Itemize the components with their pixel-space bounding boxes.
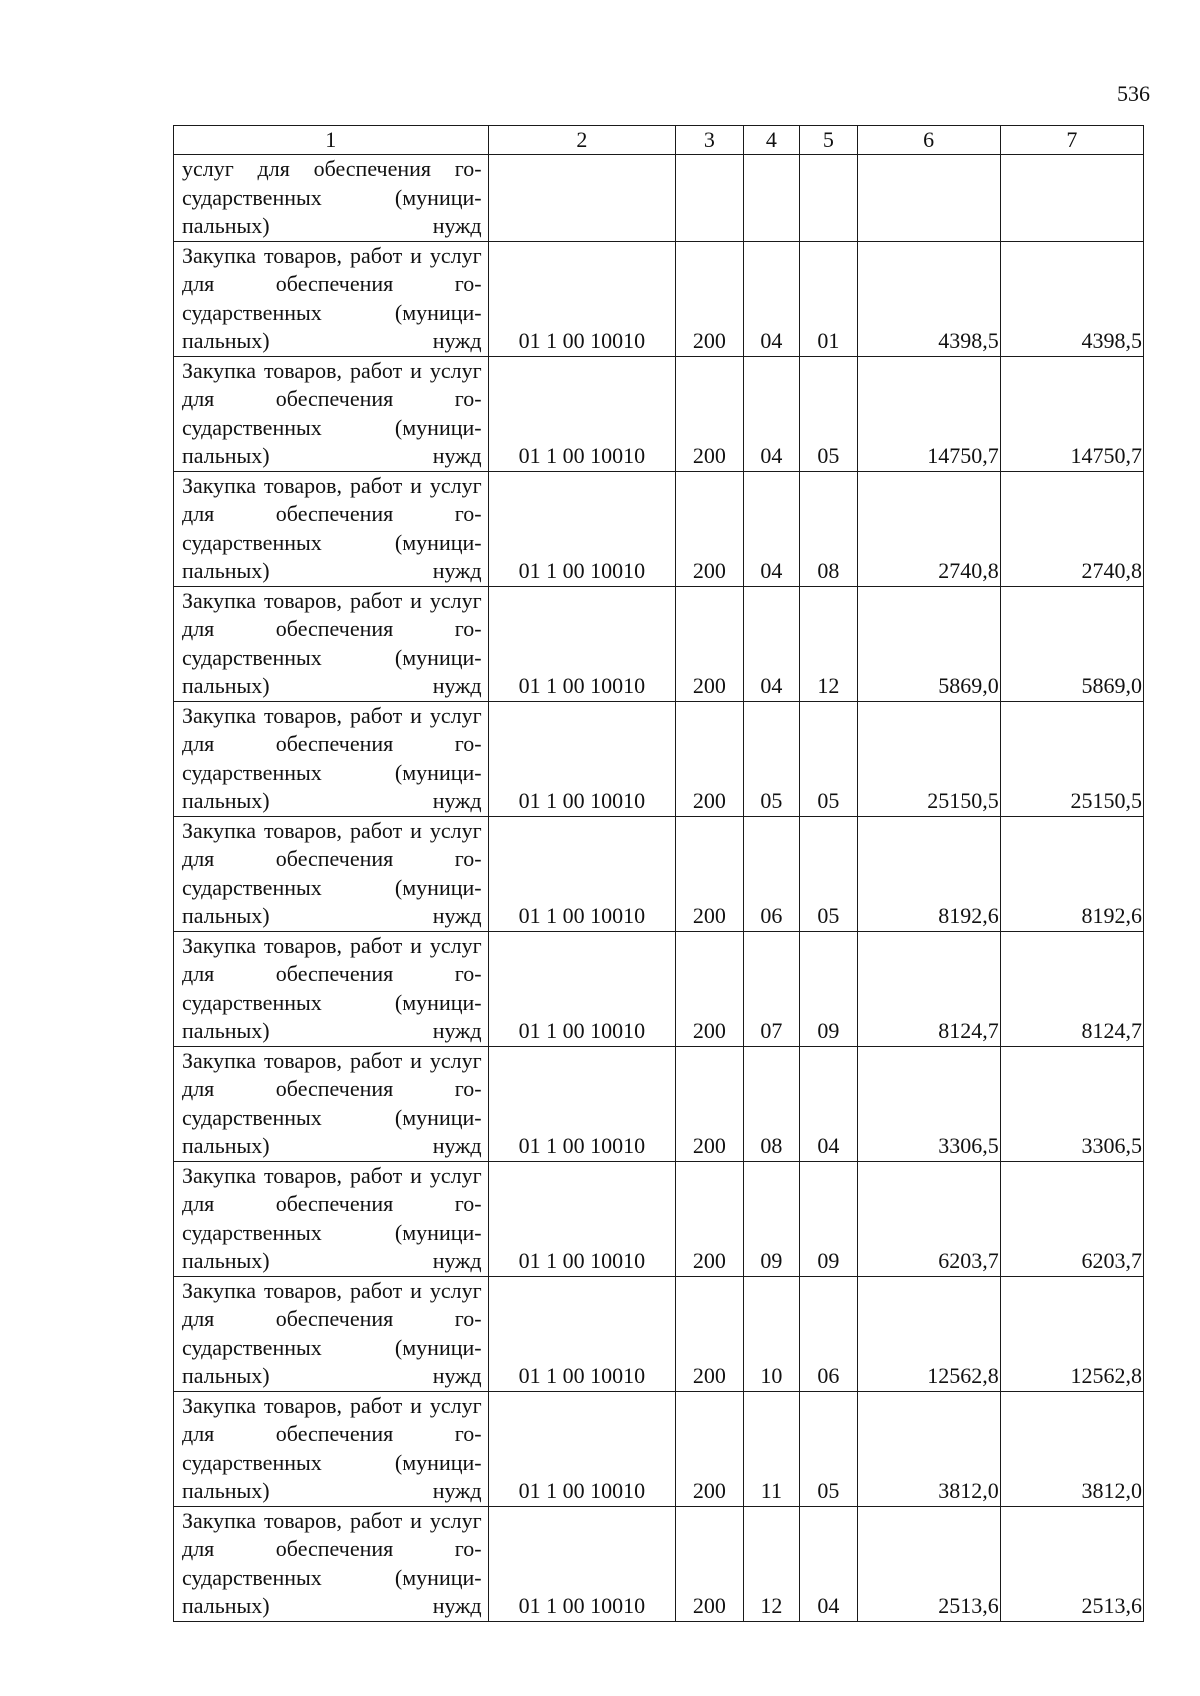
amount-cell: 2740,8 — [857, 471, 1000, 586]
column-header: 2 — [488, 126, 676, 155]
subsection-cell: 05 — [800, 701, 857, 816]
section-cell: 09 — [743, 1161, 799, 1276]
target-code-cell: 01 1 00 10010 — [488, 816, 676, 931]
column-header: 6 — [857, 126, 1000, 155]
row-description — [174, 931, 489, 1046]
amount-cell: 25150,5 — [857, 701, 1000, 816]
target-code-cell: 01 1 00 10010 — [488, 1046, 676, 1161]
table-row — [174, 931, 1144, 1046]
page-number: 536 — [1117, 81, 1150, 106]
section-cell: 04 — [743, 586, 799, 701]
table-row — [174, 471, 1144, 586]
row-description — [174, 1161, 489, 1276]
description-text: Закупка товаров, работ и услуг для обеспечения го- сударственных (муници- пальных) нужд — [182, 1277, 482, 1388]
section-cell: 04 — [743, 471, 799, 586]
target-code-cell: 01 1 00 10010 — [488, 1506, 676, 1621]
expense-type-cell: 200 — [676, 1506, 744, 1621]
row-description — [174, 816, 489, 931]
subsection-cell: 06 — [800, 1276, 857, 1391]
amount-cell: 12562,8 — [1000, 1276, 1143, 1391]
section-cell: 12 — [743, 1506, 799, 1621]
amount-cell: 5869,0 — [857, 586, 1000, 701]
description-text: Закупка товаров, работ и услуг для обеспечения го- сударственных (муници- пальных) нужд — [182, 1162, 482, 1273]
subsection-cell: 12 — [800, 586, 857, 701]
section-cell: 08 — [743, 1046, 799, 1161]
target-code-cell: 01 1 00 10010 — [488, 1276, 676, 1391]
amount-cell: 2740,8 — [1000, 471, 1143, 586]
empty-cell — [743, 155, 799, 242]
amount-cell: 14750,7 — [857, 356, 1000, 471]
empty-cell — [857, 155, 1000, 242]
subsection-cell: 09 — [800, 931, 857, 1046]
section-cell: 10 — [743, 1276, 799, 1391]
expense-type-cell: 200 — [676, 1046, 744, 1161]
amount-cell: 5869,0 — [1000, 586, 1143, 701]
expense-type-cell: 200 — [676, 471, 744, 586]
table-row — [174, 356, 1144, 471]
amount-cell: 2513,6 — [857, 1506, 1000, 1621]
description-text: Закупка товаров, работ и услуг для обеспечения го- сударственных (муници- пальных) нужд — [182, 1047, 482, 1158]
subsection-cell: 08 — [800, 471, 857, 586]
empty-cell — [800, 155, 857, 242]
subsection-cell: 05 — [800, 816, 857, 931]
section-cell: 04 — [743, 241, 799, 356]
row-description — [174, 586, 489, 701]
empty-cell — [676, 155, 744, 242]
description-text: Закупка товаров, работ и услуг для обеспечения го- сударственных (муници- пальных) нужд — [182, 932, 482, 1043]
amount-cell: 12562,8 — [857, 1276, 1000, 1391]
subsection-cell: 05 — [800, 1391, 857, 1506]
amount-cell: 14750,7 — [1000, 356, 1143, 471]
column-header: 7 — [1000, 126, 1143, 155]
description-text: Закупка товаров, работ и услуг для обеспечения го- сударственных (муници- пальных) нужд — [182, 1507, 482, 1618]
expense-type-cell: 200 — [676, 701, 744, 816]
amount-cell: 8124,7 — [1000, 931, 1143, 1046]
target-code-cell: 01 1 00 10010 — [488, 931, 676, 1046]
amount-cell: 4398,5 — [1000, 241, 1143, 356]
header-row — [174, 126, 1144, 155]
amount-cell: 2513,6 — [1000, 1506, 1143, 1621]
target-code-cell: 01 1 00 10010 — [488, 701, 676, 816]
table-row — [174, 1276, 1144, 1391]
empty-cell — [1000, 155, 1143, 242]
section-cell: 04 — [743, 356, 799, 471]
target-code-cell: 01 1 00 10010 — [488, 356, 676, 471]
table-row — [174, 1046, 1144, 1161]
subsection-cell: 01 — [800, 241, 857, 356]
table-row — [174, 241, 1144, 356]
column-header: 1 — [174, 126, 489, 155]
amount-cell: 6203,7 — [1000, 1161, 1143, 1276]
expense-type-cell: 200 — [676, 931, 744, 1046]
section-cell: 11 — [743, 1391, 799, 1506]
amount-cell: 8192,6 — [1000, 816, 1143, 931]
expense-type-cell: 200 — [676, 1276, 744, 1391]
row-description — [174, 1276, 489, 1391]
description-text: Закупка товаров, работ и услуг для обеспечения го- сударственных (муници- пальных) нужд — [182, 702, 482, 813]
row-description — [174, 1046, 489, 1161]
amount-cell: 25150,5 — [1000, 701, 1143, 816]
table-row — [174, 701, 1144, 816]
amount-cell: 3306,5 — [1000, 1046, 1143, 1161]
description-text: Закупка товаров, работ и услуг для обеспечения го- сударственных (муници- пальных) нужд — [182, 357, 482, 468]
row-description — [174, 356, 489, 471]
expense-type-cell: 200 — [676, 356, 744, 471]
expense-type-cell: 200 — [676, 1391, 744, 1506]
row-description — [174, 1391, 489, 1506]
target-code-cell: 01 1 00 10010 — [488, 241, 676, 356]
subsection-cell: 09 — [800, 1161, 857, 1276]
description-text: Закупка товаров, работ и услуг для обеспечения го- сударственных (муници- пальных) нужд — [182, 817, 482, 928]
amount-cell: 3812,0 — [1000, 1391, 1143, 1506]
table-row — [174, 1161, 1144, 1276]
description-text: Закупка товаров, работ и услуг для обеспечения го- сударственных (муници- пальных) нужд — [182, 472, 482, 583]
expense-type-cell: 200 — [676, 241, 744, 356]
row-description — [174, 701, 489, 816]
column-header: 5 — [800, 126, 857, 155]
table-row — [174, 586, 1144, 701]
target-code-cell: 01 1 00 10010 — [488, 586, 676, 701]
section-cell: 07 — [743, 931, 799, 1046]
amount-cell: 6203,7 — [857, 1161, 1000, 1276]
section-cell: 06 — [743, 816, 799, 931]
target-code-cell: 01 1 00 10010 — [488, 471, 676, 586]
table-row — [174, 1391, 1144, 1506]
expense-type-cell: 200 — [676, 1161, 744, 1276]
row-description — [174, 1506, 489, 1621]
column-header: 3 — [676, 126, 744, 155]
amount-cell: 8192,6 — [857, 816, 1000, 931]
row-description — [174, 155, 489, 242]
description-text: Закупка товаров, работ и услуг для обеспечения го- сударственных (муници- пальных) нужд — [182, 587, 482, 698]
description-text: услуг для обеспечения го- сударственных (муници- пальных) нужд — [182, 156, 482, 238]
table-row — [174, 1506, 1144, 1621]
description-text: Закупка товаров, работ и услуг для обеспечения го- сударственных (муници- пальных) нужд — [182, 1392, 482, 1503]
section-cell: 05 — [743, 701, 799, 816]
subsection-cell: 04 — [800, 1506, 857, 1621]
expense-type-cell: 200 — [676, 816, 744, 931]
amount-cell: 8124,7 — [857, 931, 1000, 1046]
amount-cell: 3306,5 — [857, 1046, 1000, 1161]
row-description — [174, 241, 489, 356]
expense-type-cell: 200 — [676, 586, 744, 701]
continuation-row — [174, 155, 1144, 242]
subsection-cell: 04 — [800, 1046, 857, 1161]
amount-cell: 4398,5 — [857, 241, 1000, 356]
description-text: Закупка товаров, работ и услуг для обеспечения го- сударственных (муници- пальных) нужд — [182, 242, 482, 353]
subsection-cell: 05 — [800, 356, 857, 471]
empty-cell — [488, 155, 676, 242]
table-row — [174, 816, 1144, 931]
column-header: 4 — [743, 126, 799, 155]
target-code-cell: 01 1 00 10010 — [488, 1161, 676, 1276]
target-code-cell: 01 1 00 10010 — [488, 1391, 676, 1506]
amount-cell: 3812,0 — [857, 1391, 1000, 1506]
budget-table — [173, 125, 1144, 1622]
row-description — [174, 471, 489, 586]
